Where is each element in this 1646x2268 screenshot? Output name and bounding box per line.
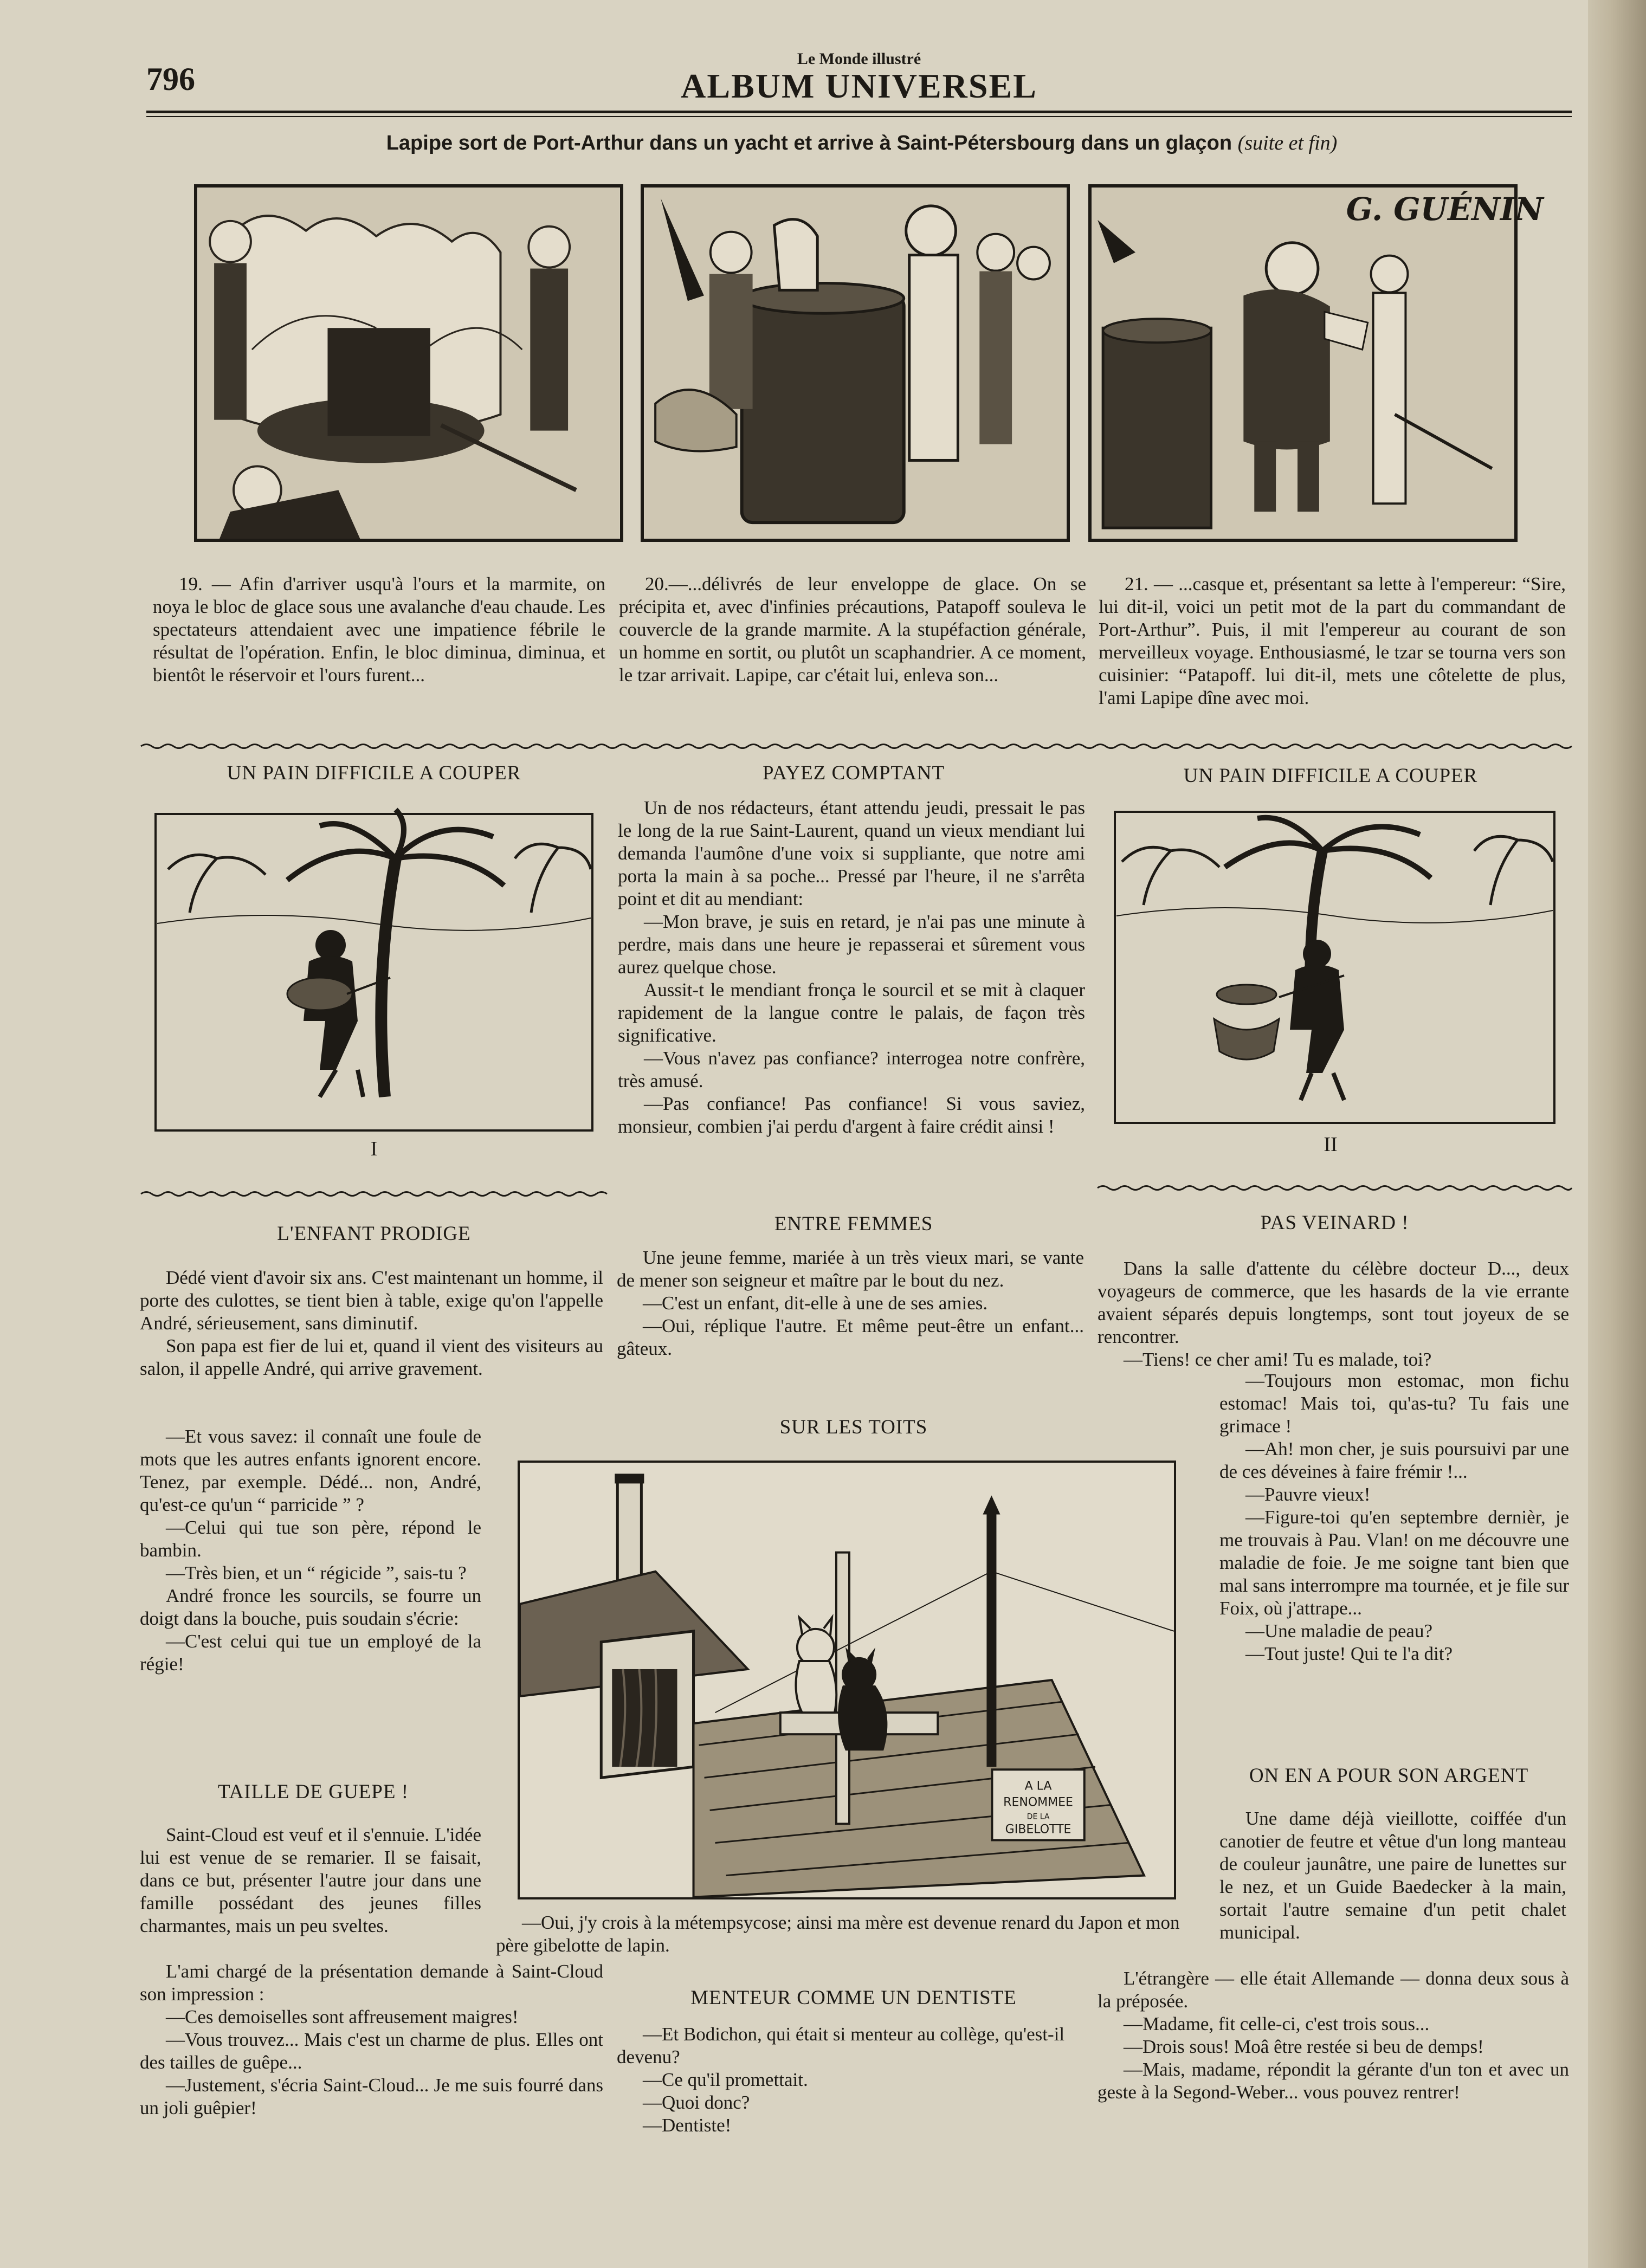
- veinard-body-narrow: —Toujours mon estomac, mon fichu estomac! Mais toi, qu'as-tu? Tu fais une grimace ! —Ah! mon cher, je suis poursuivi par une de ces déveines à faire frémir !... —Pauvre vieux! —Figure-toi qu'en septembre dernièr, je me trouvais à Pau. Vlan! on me découvre une maladie de foie. Je me soigne tant bien que mal sans interrompre ma tournée, et je file sur Foix, où j'attrape... —Une maladie de peau? —Tout juste! Qui te l'a dit?: [1219, 1370, 1569, 1664]
- pain2-label: II: [1324, 1133, 1338, 1156]
- comic-headline: Lapipe sort de Port-Arthur dans un yacht et arrive à Saint-Pétersbourg dans un glaçon (suite et fin): [386, 132, 1338, 154]
- section-divider: [141, 742, 1577, 750]
- enfant-title: L'ENFANT PRODIGE: [277, 1223, 471, 1245]
- pain1-label: I: [370, 1138, 378, 1160]
- guepe-title: TAILLE DE GUEPE !: [217, 1781, 409, 1803]
- page-edge-shadow: [1588, 0, 1646, 2268]
- argent-title: ON EN A POUR SON ARGENT: [1249, 1765, 1529, 1787]
- sign-line-4: GIBELOTTE: [1005, 1823, 1071, 1837]
- comic-caption-21: 21. — ...casque et, présentant sa lette à l'empereur: “Sire, lui dit-il, voici un petit mot de la part du commandant de Port-Arthur”. Puis, il mit l'empereur au courant de son merveilleux voyage. Enthousiasmé, le tzar se tourna vers son cuisinier: “Patapoff. lui dit-il, mets une côtelette de plus, l'ami Lapipe dîne avec moi.: [1099, 573, 1566, 708]
- pain2-illustration: [1116, 813, 1553, 1122]
- payez-body: Un de nos rédacteurs, étant attendu jeudi, pressait le pas le long de la rue Saint-Laurent, quand un vieux mendiant lui demanda l'aumône d'une voix si suppliante, que notre ami porta la main à sa poche... Pressé par l'heure, il ne s'arrêta point et dit au mendiant: —Mon brave, je suis en retard, je n'ai pas une minute à perdre, mais dans une heure je repasserai et sûrement vous aurez quelque chose. Aussit-t le mendiant fronça le sourcil et se mit à claquer rapidement de la langue contre le palais, de façon très significative. —Vous n'avez pas confiance? interrogea notre confrère, très amusé. —Pas confiance! Pas confiance! Si vous saviez, monsieur, combien j'ai perdu d'argent à faire crédit ainsi !: [618, 797, 1085, 1137]
- pain2-title: UN PAIN DIFFICILE A COUPER: [1183, 765, 1478, 787]
- sign-line-1: A LA: [1024, 1779, 1052, 1793]
- guepe-body-narrow: Saint-Cloud est veuf et il s'ennuie. L'idée lui est venue de se remarier. Il se faisait, dans ce but, présenter l'autre jour dans une famille possédant des jeunes filles charmantes, mais un peu sveltes.: [140, 1824, 481, 1936]
- veinard-body-top: Dans la salle d'attente du célèbre docteur D..., deux voyageurs de commerce, que les hasards de la vie errante avaient séparés depuis longtemps, sont tout joyeux de se rencontrer. —Tiens! ce cher ami! Tu es malade, toi?: [1098, 1258, 1569, 1370]
- guepe-body-wide: L'ami chargé de la présentation demande à Saint-Cloud son impression : —Ces demoiselles sont affreusement maigres! —Vous trouvez... Mais c'est un charme de plus. Elles ont des tailles de guêpe... —Justement, s'écria Saint-Cloud... Je me suis fourré dans un joli guêpier!: [140, 1961, 603, 2118]
- header-rule: [146, 111, 1572, 113]
- enfant-body-narrow: —Et vous savez: il connaît une foule de mots que les autres enfants ignorent encore. Tenez, par exemple. Dédé... non, André, qu'est-ce qu'un “ parricide ” ? —Celui qui tue son père, répond le bambin. —Très bien, et un “ régicide ”, sais-tu ? André fronce les sourcils, se fourre un doigt dans la bouche, puis soudain s'écrie: —C'est celui qui tue un employé de la régie!: [140, 1426, 481, 1675]
- sign-line-3: DE LA: [1027, 1812, 1050, 1821]
- masthead-subtitle: Le Monde illustré: [797, 50, 921, 68]
- sign-line-2: RENOMMEE: [1003, 1795, 1073, 1810]
- menteur-title: MENTEUR COMME UN DENTISTE: [690, 1987, 1017, 2009]
- comic-panel-19: [194, 184, 623, 542]
- menteur-body: —Et Bodichon, qui était si menteur au collège, qu'est-il devenu? —Ce qu'il promettait. —Quoi donc? —Dentiste!: [617, 2024, 1065, 2136]
- artist-signature: G. GUÉNIN: [1346, 190, 1544, 228]
- toits-title: SUR LES TOITS: [779, 1416, 928, 1438]
- pain1-illustration-frame: [154, 813, 593, 1132]
- comic-panel-20: [641, 184, 1070, 542]
- entre-title: ENTRE FEMMES: [774, 1213, 933, 1235]
- header-rule-thin: [146, 116, 1572, 117]
- comic-caption-19: 19. — Afin d'arriver usqu'à l'ours et la marmite, on noya le bloc de glace sous une avalanche d'eau chaude. Les spectateurs attendaient avec une impatience fébrile le résultat de l'opération. Enfin, le bloc diminua, diminua, et bientôt le réservoir et l'ours furent...: [153, 573, 605, 686]
- pain1-title: UN PAIN DIFFICILE A COUPER: [227, 762, 521, 784]
- toits-illustration-frame: [518, 1461, 1176, 1899]
- comic-panel-20-illustration: [644, 188, 1067, 539]
- divider-col3: [1098, 1184, 1572, 1192]
- comic-panel-21-illustration: [1092, 188, 1544, 539]
- masthead-title: ALBUM UNIVERSEL: [681, 67, 1037, 105]
- veinard-title: PAS VEINARD !: [1260, 1212, 1409, 1234]
- divider-col1: [141, 1190, 607, 1198]
- payez-title: PAYEZ COMPTANT: [762, 762, 945, 784]
- toits-caption: —Oui, j'y crois à la métempsycose; ainsi ma mère est devenue renard du Japon et mon père gibelotte de lapin.: [496, 1912, 1180, 1956]
- comic-panel-19-illustration: [197, 188, 620, 539]
- pain2-illustration-frame: [1114, 811, 1555, 1124]
- toits-illustration: [520, 1463, 1174, 1897]
- comic-panel-21: [1088, 184, 1544, 542]
- pain1-illustration: [157, 815, 591, 1129]
- entre-body: Une jeune femme, mariée à un très vieux mari, se vante de mener son seigneur et maître par le bout du nez. —C'est un enfant, dit-elle à une de ses amies. —Oui, réplique l'autre. Et même peut-être un enfant... gâteux.: [617, 1247, 1084, 1359]
- argent-body-narrow: Une dame déjà vieillotte, coiffée d'un canotier de feutre et vêtue d'un long manteau de couleur jaunâtre, une paire de lunettes sur le nez, et un Guide Baedecker à la main, sortait l'autre semaine d'un petit chalet municipal.: [1219, 1808, 1566, 1943]
- comic-caption-20: 20.—...délivrés de leur enveloppe de glace. On se précipita et, avec d'infinies précautions, Patapoff souleva le couvercle de la grande marmite. A la stupéfaction générale, un homme en sortit, ou plutôt un scaphandrier. A ce moment, le tzar arrivait. Lapipe, car c'était lui, enleva son...: [619, 573, 1086, 686]
- enfant-body-top: Dédé vient d'avoir six ans. C'est maintenant un homme, il porte des culottes, se tient bien à table, exige qu'on l'appelle André, sérieusement, sans diminutif. Son papa est fier de lui et, quand il vient des visiteurs au salon, il appelle André, qui arrive gravement.: [140, 1267, 603, 1379]
- page-number: 796: [146, 61, 195, 97]
- argent-body-wide: L'étrangère — elle était Allemande — donna deux sous à la préposée. —Madame, fit celle-ci, c'est trois sous... —Drois sous! Moâ être restée si beu de demps! —Mais, madame, répondit la gérante d'un ton et avec un geste à la Segond-Weber... vous pouvez rentrer!: [1098, 1968, 1569, 2103]
